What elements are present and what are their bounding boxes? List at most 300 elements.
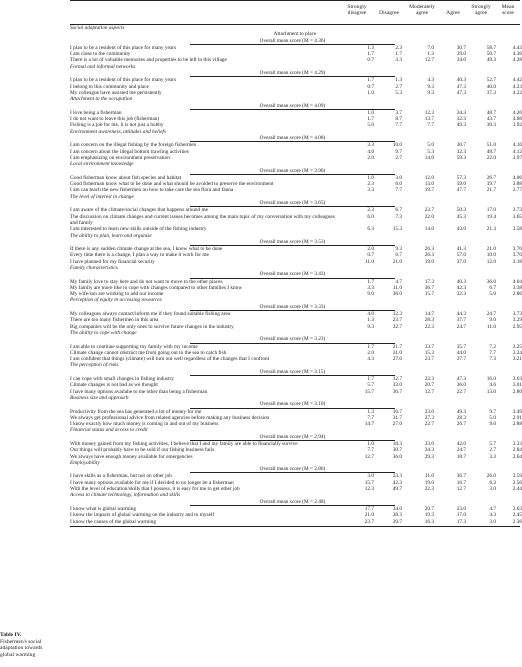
table-row [70,421,520,427]
mean-score-cell: 3.63 [512,376,522,383]
mean-score-cell: 3.29 [512,317,522,324]
section-heading: Local environment knowledge [70,161,134,168]
row-label: I know exactly how much money is coming in and out of my business [70,421,219,428]
percent-cell: 51.0 [486,142,496,149]
row-label: Good fisherman know about fish species and habitat [70,174,182,181]
mean-score-cell: 4.12 [512,148,522,155]
section-heading: The perception of risks [70,362,119,369]
percent-cell: 4.7 [489,505,496,512]
percent-cell: 1.0 [367,89,374,96]
percent-cell: 6.0 [367,213,374,220]
mean-score-cell: 3.58 [512,226,522,233]
row-label: I have many options availabe to me other than being a fisherman [70,388,208,395]
percent-cell: 59.0 [456,181,466,188]
percent-cell: 3.0 [489,486,496,493]
percent-cell: 1.7 [395,51,402,58]
mean-score-cell: 4.43 [512,44,522,51]
percent-cell: 22.7 [456,388,466,395]
bottom-rule [70,526,520,527]
percent-cell: 23.0 [424,408,434,415]
percent-cell: 34.3 [456,109,466,116]
percent-cell: 16.7 [456,479,466,486]
percent-cell: 3.0 [395,174,402,181]
overall-mean-score: Overall mean score (M = 4.08) [190,135,395,142]
percent-cell: 30.7 [456,44,466,51]
percent-cell: 3.3 [367,284,374,291]
percent-cell: 28.3 [456,414,466,421]
percent-cell: 9.3 [427,83,434,90]
table-row [70,122,520,128]
percent-cell: 7.3 [489,356,496,363]
percent-cell: 27.0 [392,356,402,363]
percent-cell: 2.0 [367,154,374,161]
mean-score-cell: 4.36 [512,51,522,58]
row-label: I have skills as a fisherman, but not on other job [70,473,172,480]
percent-cell: 6.0 [395,181,402,188]
table-row [70,519,520,525]
row-label: Productivity from the sea has generated a lot of money for me [70,408,202,415]
percent-cell: 9.0 [489,421,496,428]
mean-score-cell: 2.84 [512,447,522,454]
row-label: I have many options available for me if I decided to no longer be a fisherman [70,479,234,486]
percent-cell: 26.0 [486,473,496,480]
percent-cell: 32.3 [456,148,466,155]
mean-score-cell: 3.18 [512,258,522,265]
percent-cell: 29.3 [424,453,434,460]
percent-cell: 1.0 [367,441,374,447]
percent-cell: 19.4 [486,213,496,220]
percent-cell: 30.3 [486,122,496,129]
overall-mean-score: Overall mean score (M = 4.29) [190,70,395,77]
row-label: We always have enough money available for emergencies [70,453,193,460]
row-label: I can cope with small changes in fishing industry [70,376,174,383]
table-row [70,486,520,492]
percent-cell: 49.3 [486,57,496,64]
mean-score-cell: 3.38 [512,284,522,291]
percent-cell: 18.7 [456,453,466,460]
percent-cell: 13.0 [424,181,434,188]
percent-cell: 47.7 [456,187,466,194]
percent-cell: 12.7 [456,486,466,493]
mean-score-cell: 4.26 [512,109,522,116]
row-label: I am close to the community [70,51,131,58]
percent-cell: 1.0 [367,174,374,181]
percent-cell: 5.0 [489,414,496,421]
row-label: I am confident that things (climate) will turn out well regardless of the changes that I confront [70,356,270,363]
percent-cell: 1.7 [367,116,374,123]
table-row [70,356,520,362]
row-label: There are too many fishermen in this area [70,317,159,324]
overall-mean-score: Overall mean score (M = 3.15) [190,369,395,376]
top-heading: Social adaptation aspects [70,25,125,31]
percent-cell: 40.3 [456,77,466,84]
percent-cell: 12.3 [424,109,434,116]
row-label: I belong to this community and place [70,83,149,90]
percent-cell: 57.0 [456,252,466,259]
percent-cell: 12.3 [392,311,402,318]
overall-mean-score: Overall mean score (M = 4.09) [190,103,395,110]
mean-score-cell: 2.80 [512,388,522,395]
percent-cell: 39.7 [392,518,402,525]
column-header: Agree [446,10,460,16]
mean-score-cell: 3.92 [512,122,522,129]
percent-cell: 47.3 [456,376,466,383]
percent-cell: 8.7 [395,116,402,123]
table-row [70,454,520,460]
mean-score-cell: 4.22 [512,89,522,96]
percent-cell: 13.7 [424,116,434,123]
percent-cell: 15.3 [424,349,434,356]
percent-cell: 19.7 [424,187,434,194]
row-label: With the level of education/skills that I possess, it is easy for me to get other job [70,486,240,493]
percent-cell: 6.3 [367,226,374,233]
row-label: My colleagues always contact/inform me if they found suitable fishing area [70,311,231,318]
percent-cell: 28.3 [424,317,434,324]
percent-cell: 22.0 [486,154,496,161]
percent-cell: 17.3 [424,278,434,285]
percent-cell: 12.0 [424,174,434,181]
row-label: We always get professional advice from related agencies before making any business decision [70,414,270,421]
percent-cell: 43.0 [456,226,466,233]
percent-cell: 58.7 [486,44,496,51]
table-row [70,90,520,96]
survey-table [70,0,520,527]
percent-cell: 32.7 [392,323,402,330]
section-heading: Employability [70,459,100,466]
percent-cell: 16.7 [392,408,402,415]
percent-cell: 3.3 [367,142,374,149]
percent-cell: 19.7 [486,181,496,188]
caption-line: global warming [0,651,36,658]
percent-cell: 21.3 [486,226,496,233]
percent-cell: 23.7 [364,518,374,525]
percent-cell: 6.3 [489,479,496,486]
percent-cell: 11.0 [424,473,434,480]
percent-cell: 4.6 [489,382,496,389]
row-label: I am can teach the new fishermen on how to take care the sea flora and fauna [70,187,234,194]
overall-mean-score: Overall mean score (M = 2.94) [190,434,395,441]
mean-score-cell: 4.04 [512,278,522,285]
mean-score-cell: 2.64 [512,453,522,460]
percent-cell: 3.7 [395,109,402,116]
percent-cell: 4.3 [427,77,434,84]
percent-cell: 36.0 [456,382,466,389]
percent-cell: 39.0 [456,51,466,58]
row-label: Fishing is a job for me, it is not just a hobby [70,122,164,129]
percent-cell: 22.3 [424,376,434,383]
percent-cell: 36.7 [392,388,402,395]
percent-cell: 21.0 [364,512,374,519]
row-label: Good fisherman know what to be done and what should be avoided to preserve the environment [70,181,274,188]
row-label: I know the causes of the global warming [70,518,157,525]
percent-cell: 31.0 [392,349,402,356]
percent-cell: 37.0 [456,258,466,265]
percent-cell: 17.0 [486,207,496,214]
subgroup-title: Attachment to place [273,31,317,38]
row-label: I love being a fisherman [70,109,122,116]
percent-cell: 35.7 [456,343,466,350]
percent-cell: 22.0 [424,213,434,220]
percent-cell: 6.7 [489,284,496,291]
percent-cell: 42.3 [392,479,402,486]
mean-score-cell: 3.25 [512,343,522,350]
column-header: Mean score [501,4,515,16]
row-label: I am interested to learn new skills outside of the fishing industry [70,226,207,233]
percent-cell: 36.7 [456,473,466,480]
percent-cell: 15.3 [392,226,402,233]
percent-cell: 27.0 [392,421,402,428]
table-row [70,389,520,395]
section-heading: Financial status and access to credit [70,427,148,434]
table-body [70,25,520,525]
percent-cell: 47.3 [456,89,466,96]
section-heading: Access to climate technology, information and skills [70,492,181,499]
percent-cell: 5.3 [395,89,402,96]
percent-cell: 30.7 [392,447,402,454]
percent-cell: 11.0 [392,284,402,291]
percent-cell: 9.3 [427,89,434,96]
percent-cell: 40.0 [486,83,496,90]
section-heading: Environment awareness, attitudes and beliefs [70,128,166,135]
percent-cell: 12.7 [424,57,434,64]
percent-cell: 1.7 [367,51,374,58]
percent-cell: 0.7 [367,83,374,90]
row-label: I have planned for my financial security [70,258,155,265]
percent-cell: 1.3 [367,317,374,324]
header-rule [70,24,520,25]
section-heading: Family characteristics [70,264,118,271]
mean-score-cell: 3.24 [512,349,522,356]
table-row [70,155,520,161]
percent-cell: 49.3 [456,408,466,415]
table-row [70,259,520,265]
percent-cell: 2.3 [395,44,402,51]
caption-line: adaptation towards [0,645,43,652]
percent-cell: 44.0 [456,349,466,356]
caption-title: Table IV. [0,632,22,638]
section-heading: The ability to plan, learn and organize [70,232,152,239]
percent-cell: 42.0 [456,441,466,447]
column-header: Disagree [379,10,399,16]
mean-score-cell: 3.33 [512,441,522,447]
mean-score-cell: 3.01 [512,382,522,389]
percent-cell: 26.7 [486,174,496,181]
percent-cell: 21.0 [486,246,496,253]
percent-cell: 7.7 [367,447,374,454]
percent-cell: 9.3 [367,323,374,330]
percent-cell: 0.7 [367,57,374,64]
mean-score-cell: 3.73 [512,207,522,214]
percent-cell: 5.0 [367,122,374,129]
percent-cell: 47.3 [456,83,466,90]
percent-cell: 23.7 [424,207,434,214]
percent-cell: 32.3 [456,116,466,123]
row-label: Our things will probably have to be sold if our fishing business fails [70,447,215,454]
percent-cell: 7.2 [489,343,496,350]
row-label: The discussion on climate changes and current issues becomes among the main topic of my conversation with my colleagues and family [70,213,335,226]
mean-score-cell: 4.16 [512,142,522,149]
row-label: My family love to stay here and do not want to move to the other places [70,278,223,285]
mean-score-cell: 3.70 [512,246,522,253]
percent-cell: 24.7 [486,311,496,318]
percent-cell: 3.3 [367,187,374,194]
row-label: I am able to continue supporting my family with my income [70,343,198,350]
percent-cell: 37.7 [456,356,466,363]
percent-cell: 3.0 [489,518,496,525]
percent-cell: 24.7 [456,447,466,454]
row-label: Climate changes is not bad as we thought [70,382,158,389]
mean-score-cell: 3.97 [512,154,522,161]
percent-cell: 42.3 [456,284,466,291]
percent-cell: 21.7 [486,187,496,194]
percent-cell: 23.3 [392,473,402,480]
percent-cell: 36.0 [392,453,402,460]
mean-score-cell: 3.65 [512,213,522,220]
percent-cell: 9.7 [395,148,402,155]
percent-cell: 14.0 [424,226,434,233]
column-header: Moderately agree [409,4,435,16]
percent-cell: 3.3 [395,57,402,64]
mean-score-cell: 2.56 [512,479,522,486]
percent-cell: 10.0 [486,252,496,259]
percent-cell: 57.3 [456,174,466,181]
percent-cell: 15.7 [424,291,434,298]
section-heading: Formal and informal networks [70,63,136,70]
mean-score-cell: 4.06 [512,174,522,181]
overall-mean-score: Overall mean score (M = 2.86) [190,466,395,473]
percent-cell: 3.3 [489,453,496,460]
mean-score-cell: 2.91 [512,414,522,421]
row-label: I am concern about the illegal bottom trawling activities [70,148,189,155]
percent-cell: 2.0 [367,349,374,356]
percent-cell: 26.3 [424,252,434,259]
row-label: I plan to be a resident of this place for many years [70,77,177,84]
percent-cell: 41.3 [456,246,466,253]
mean-score-cell: 2.86 [512,291,522,298]
percent-cell: 3.0 [367,473,374,480]
section-heading: The ability to cope with change [70,329,137,336]
percent-cell: 27.3 [424,414,434,421]
overall-mean-score: Overall mean score (M = 3.33) [190,304,395,311]
percent-cell: 14.0 [424,154,434,161]
percent-cell: 21.0 [392,258,402,265]
percent-cell: 22.3 [424,323,434,330]
percent-cell: 36.7 [424,284,434,291]
percent-cell: 7.7 [367,414,374,421]
percent-cell: 13.0 [486,388,496,395]
percent-cell: 9.3 [395,246,402,253]
percent-cell: 7.3 [395,213,402,220]
percent-cell: 38.0 [392,291,402,298]
percent-cell: 24.7 [456,323,466,330]
caption-line: Fishermen's social [0,638,42,645]
row-label: If there is any sudden climate change at the sea, I know what to be done [70,246,223,253]
percent-cell: 9.7 [489,408,496,415]
percent-cell: 5.0 [427,142,434,149]
row-label: I do not want to leave this job (fisherman) [70,116,160,123]
percent-cell: 5.3 [427,148,434,155]
row-label: With money gained from my fishing activities, I believe that I and my family are able to financially survive [70,441,298,447]
mean-score-cell: 3.73 [512,311,522,318]
table-row [70,291,520,297]
overall-mean-score: Overall mean score (M = 3.65) [190,200,395,207]
percent-cell: 33.7 [424,343,434,350]
percent-cell: 43.7 [486,116,496,123]
row-label: I am aware of the climate/social changes that happens around me [70,207,208,214]
section-heading: The level of interest in change [70,193,134,200]
row-label: Climate change cannot obstruct me from going out to the sea to catch fish [70,349,227,356]
percent-cell: 4.0 [367,148,374,155]
mean-score-cell: 4.28 [512,57,522,64]
percent-cell: 40.3 [456,278,466,285]
percent-cell: 0.7 [367,252,374,259]
row-label: Every time there is a change, I plan a way to make it work for me [70,252,209,259]
overall-mean-score: Overall mean score (M = 2.48) [190,499,395,506]
percent-cell: 7.7 [489,349,496,356]
mean-score-cell: 4.23 [512,83,522,90]
percent-cell: 2.7 [395,154,402,161]
overall-mean-score: Overall mean score (M = 4.36) [190,38,395,45]
percent-cell: 36.0 [486,278,496,285]
percent-cell: 26.3 [424,246,434,253]
mean-score-cell: 2.95 [512,323,522,330]
percent-cell: 11.0 [364,258,374,265]
percent-cell: 52.7 [486,77,496,84]
mean-score-cell: 2.36 [512,518,522,525]
percent-cell: 15.7 [364,479,374,486]
percent-cell: 12.7 [392,376,402,383]
percent-cell: 23.7 [424,356,434,363]
percent-cell: 49.7 [392,486,402,493]
overall-mean-score: Overall mean score (M = 3.10) [190,401,395,408]
percent-cell: 34.0 [392,505,402,512]
percent-cell: 19.3 [424,512,434,519]
percent-cell: 49.3 [456,122,466,129]
percent-cell: 11.0 [486,323,496,330]
percent-cell: 20.7 [424,382,434,389]
percent-cell: 12.0 [486,258,496,265]
percent-cell: 15.7 [364,388,374,395]
percent-cell: 1.3 [367,44,374,51]
percent-cell: 4.0 [367,311,374,318]
percent-cell: 14.7 [364,421,374,428]
percent-cell: 33.0 [424,441,434,447]
overall-mean-score: Overall mean score (M = 3.23) [190,336,395,343]
percent-cell: 9.0 [489,317,496,324]
mean-score-cell: 4.42 [512,77,522,84]
percent-cell: 19.0 [424,258,434,265]
row-label: I am emphasizing on environment preservation [70,154,170,161]
column-header: Strongly agree [471,4,491,16]
mean-score-cell: 2.88 [512,421,522,428]
table-row [70,187,520,193]
percent-cell: 2.7 [395,83,402,90]
percent-cell: 6.7 [395,252,402,259]
percent-cell: 16.3 [424,518,434,525]
percent-cell: 5.7 [367,382,374,389]
mean-score-cell: 3.21 [512,356,522,363]
percent-cell: 12.7 [364,453,374,460]
mean-score-cell: 3.70 [512,252,522,259]
row-label: I plan to be a resident of this place for many years [70,44,177,51]
table-row [70,214,520,227]
percent-cell: 45.3 [456,213,466,220]
percent-cell: 37.3 [486,89,496,96]
percent-cell: 7.7 [395,187,402,194]
row-label: I am concern on the illegal fishing by the foreign fishermen [70,142,197,149]
mean-score-cell: 3.49 [512,408,522,415]
row-label: There is a lot of valuable memories and properties to be left in this village [70,57,227,64]
